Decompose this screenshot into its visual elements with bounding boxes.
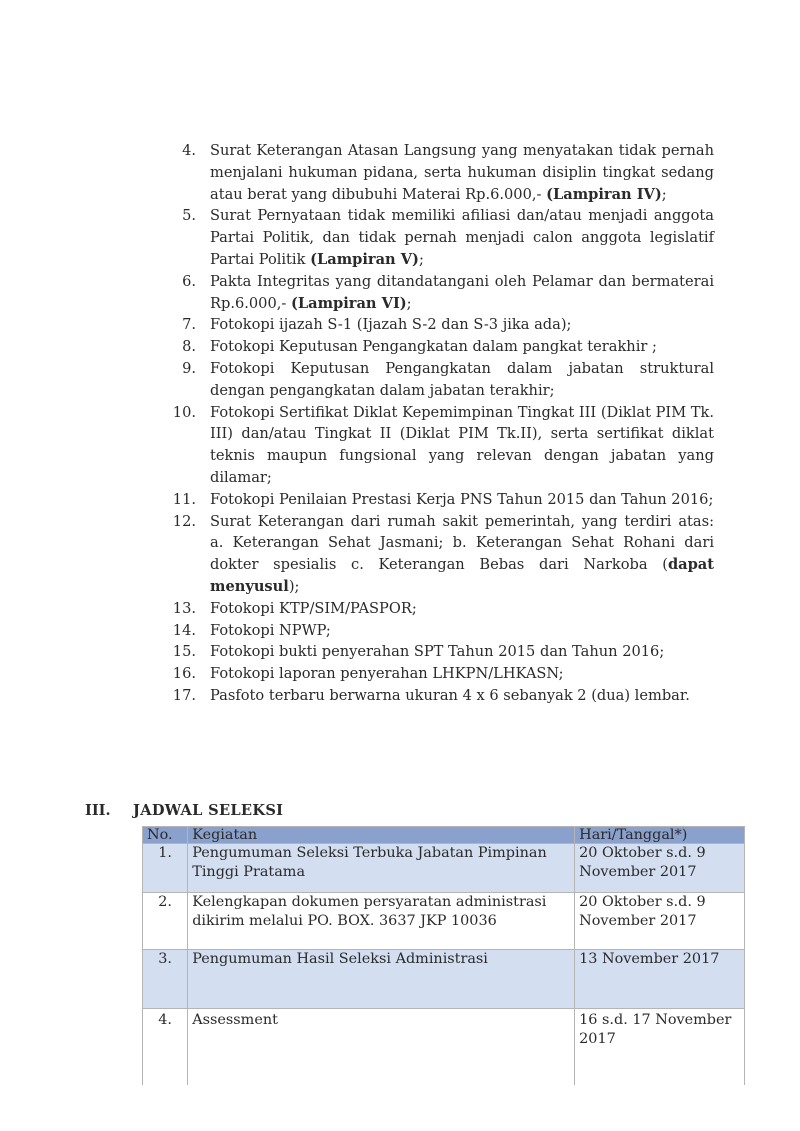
item-text bbox=[210, 140, 714, 205]
item-number: 13 . bbox=[162, 598, 196, 620]
item-number: 11 . bbox=[162, 489, 196, 511]
item-number: 5 . bbox=[162, 205, 196, 227]
requirement-item bbox=[162, 685, 714, 707]
item-text-part: ; bbox=[661, 185, 667, 203]
schedule-row bbox=[143, 844, 745, 893]
schedule-row bbox=[143, 893, 745, 950]
item-text: Fotokopi Keputusan Pengangkatan dalam pangkat terakhir ; bbox=[210, 338, 657, 356]
item-text bbox=[210, 511, 714, 598]
item-text: Pasfoto terbaru berwarna ukuran 4 x 6 sebanyak 2 (dua) lembar. bbox=[210, 686, 690, 704]
item-number: 4 . bbox=[162, 140, 196, 162]
schedule-table bbox=[142, 826, 745, 1085]
requirement-item bbox=[162, 511, 714, 598]
requirement-item bbox=[162, 140, 714, 205]
item-text: Fotokopi Penilaian Prestasi Kerja PNS Tahun 2015 dan Tahun 2016; bbox=[210, 490, 714, 508]
header-tanggal: Hari/Tanggal*) bbox=[575, 827, 745, 844]
row-tanggal: 13 November 2017 bbox=[575, 950, 745, 1009]
item-text-part: Pakta Integritas yang ditandatangani oleh Pelamar dan bermaterai Rp.6.000,- bbox=[210, 272, 714, 312]
requirement-item bbox=[162, 620, 714, 642]
item-number: 8 . bbox=[162, 336, 196, 358]
row-no: 2. bbox=[143, 893, 188, 950]
item-text-part: ; bbox=[418, 250, 424, 268]
requirement-item bbox=[162, 358, 714, 402]
item-text: Fotokopi KTP/SIM/PASPOR; bbox=[210, 599, 417, 617]
requirement-item bbox=[162, 402, 714, 489]
row-no: 3. bbox=[143, 950, 188, 1009]
item-number: 12 . bbox=[162, 511, 196, 533]
item-text: Fotokopi Keputusan Pengangkatan dalam jabatan struktural dengan pengangkatan dalam jabatan terakhir; bbox=[210, 359, 714, 399]
row-no: 4. bbox=[143, 1009, 188, 1086]
row-kegiatan: Pengumuman Hasil Seleksi Administrasi bbox=[188, 950, 575, 1009]
requirement-item bbox=[162, 598, 714, 620]
item-text-bold: (Lampiran IV) bbox=[546, 185, 662, 203]
item-text-part: Surat Keterangan Atasan Langsung yang menyatakan tidak pernah menjalani hukuman pidana, serta hukuman disiplin tingkat sedang atau berat yang dibubuhi Materai Rp.6.000,- bbox=[210, 142, 714, 203]
item-text-part: Surat Keterangan dari rumah sakit pemerintah, yang terdiri atas: a. Keterangan Sehat Jasmani; b. Keterangan Sehat Rohani dari dokter spesialis c. Keterangan Bebas dari Narkoba ( bbox=[210, 512, 714, 574]
requirement-item bbox=[162, 314, 714, 336]
item-text-bold: (Lampiran V) bbox=[310, 250, 419, 268]
section-title: JADWAL SELEKSI bbox=[133, 802, 284, 819]
item-text: Fotokopi bukti penyerahan SPT Tahun 2015 dan Tahun 2016; bbox=[210, 643, 665, 661]
section-number: III. bbox=[85, 802, 111, 819]
item-text-bold: dapat menyusul bbox=[210, 556, 714, 595]
requirements-list bbox=[162, 140, 714, 707]
item-text: Fotokopi Sertifikat Diklat Kepemimpinan Tingkat III (Diklat PIM Tk. III) dan/atau Tingkat II (Diklat PIM Tk.II), serta sertifikat diklat teknis maupun fungsional yang relevan dengan jabatan yang dilamar; bbox=[210, 403, 714, 486]
schedule-header-row bbox=[143, 827, 745, 844]
schedule-row bbox=[143, 950, 745, 1009]
row-kegiatan: Kelengkapan dokumen persyaratan administrasi dikirim melalui PO. BOX. 3637 JKP 10036 bbox=[188, 893, 575, 950]
item-text-part: ; bbox=[406, 294, 412, 312]
row-tanggal: 20 Oktober s.d. 9 November 2017 bbox=[575, 893, 745, 950]
item-text bbox=[210, 271, 714, 315]
requirement-item bbox=[162, 489, 714, 511]
requirement-item bbox=[162, 663, 714, 685]
item-text: Fotokopi ijazah S-1 (Ijazah S-2 dan S-3 jika ada); bbox=[210, 316, 572, 334]
item-number: 15 . bbox=[162, 641, 196, 663]
schedule-row bbox=[143, 1009, 745, 1086]
item-number: 7 . bbox=[162, 314, 196, 336]
requirement-item bbox=[162, 336, 714, 358]
row-kegiatan: Pengumuman Seleksi Terbuka Jabatan Pimpinan Tinggi Pratama bbox=[188, 844, 575, 893]
item-text-bold: (Lampiran VI) bbox=[290, 294, 407, 312]
item-text: Fotokopi laporan penyerahan LHKPN/LHKASN; bbox=[210, 665, 564, 683]
item-number: 9 . bbox=[162, 358, 196, 380]
header-kegiatan: Kegiatan bbox=[188, 827, 575, 844]
item-text: Fotokopi NPWP; bbox=[210, 621, 331, 639]
item-text-part: Surat Pernyataan tidak memiliki afiliasi dan/atau menjadi anggota Partai Politik, dan tidak pernah menjadi calon anggota legislatif Partai Politik bbox=[210, 207, 714, 268]
item-number: 16 . bbox=[162, 663, 196, 685]
item-text bbox=[210, 205, 714, 270]
item-text-part: ); bbox=[288, 577, 300, 595]
header-no: No. bbox=[143, 827, 188, 844]
requirement-item bbox=[162, 271, 714, 315]
item-number: 14 . bbox=[162, 620, 196, 642]
item-number: 17 . bbox=[162, 685, 196, 707]
row-tanggal: 20 Oktober s.d. 9 November 2017 bbox=[575, 844, 745, 893]
item-number: 10 . bbox=[162, 402, 196, 424]
row-kegiatan: Assessment bbox=[188, 1009, 575, 1086]
row-no: 1. bbox=[143, 844, 188, 893]
requirement-item bbox=[162, 205, 714, 270]
requirement-item bbox=[162, 641, 714, 663]
row-tanggal: 16 s.d. 17 November 2017 bbox=[575, 1009, 745, 1086]
item-number: 6 . bbox=[162, 271, 196, 293]
